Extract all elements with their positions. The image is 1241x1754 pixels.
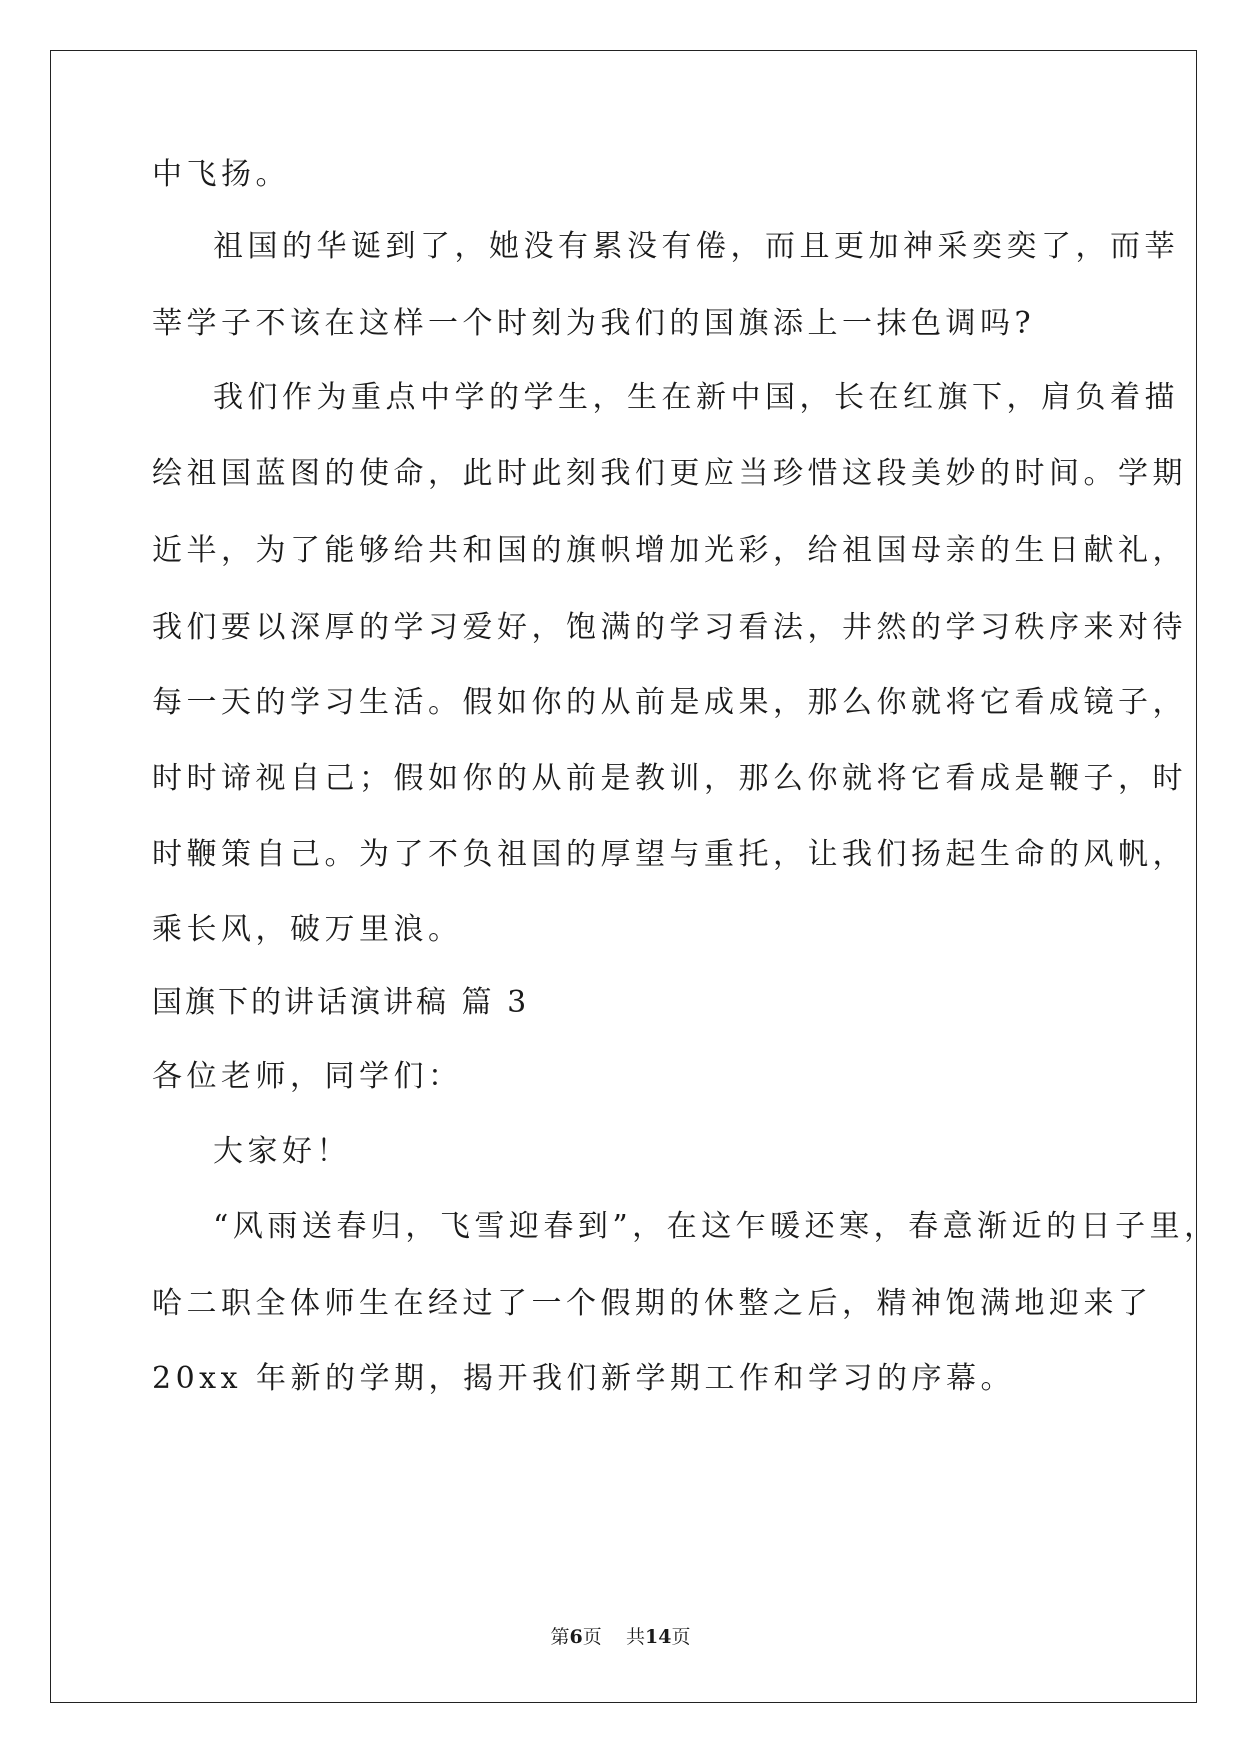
body-line: “风雨送春归，飞雪迎春到”，在这乍暖还寒，春意渐近的日子里， [213, 1209, 1219, 1244]
page-border [50, 50, 1197, 1703]
body-line: 祖国的华诞到了，她没有累没有倦，而且更加神采奕奕了，而莘 [213, 229, 1179, 264]
body-line: 中飞扬。 [152, 157, 290, 192]
total-prefix: 共 [625, 1626, 645, 1648]
body-line: 绘祖国蓝图的使命，此时此刻我们更应当珍惜这段美妙的时间。学期 [152, 456, 1187, 491]
greeting: 大家好！ [213, 1134, 351, 1169]
body-line: 我们作为重点中学的学生，生在新中国，长在红旗下，肩负着描 [213, 380, 1179, 415]
body-line: 莘学子不该在这样一个时刻为我们的国旗添上一抹色调吗? [152, 306, 1036, 341]
salutation: 各位老师，同学们： [152, 1059, 463, 1094]
body-line: 时鞭策自己。为了不负祖国的厚望与重托，让我们扬起生命的风帆， [152, 837, 1187, 872]
body-line: 每一天的学习生活。假如你的从前是成果，那么你就将它看成镜子， [152, 685, 1187, 720]
body-line: 乘长风，破万里浪。 [152, 912, 463, 947]
body-line: 我们要以深厚的学习爱好，饱满的学习看法，井然的学习秩序来对待 [152, 610, 1187, 645]
total-pages: 14 [644, 1626, 672, 1648]
body-line: 哈二职全体师生在经过了一个假期的休整之后，精神饱满地迎来了 [152, 1286, 1153, 1321]
page-number: 6 [569, 1626, 583, 1648]
body-line: 20xx 年新的学期，揭开我们新学期工作和学习的序幕。 [152, 1361, 1016, 1396]
body-line: 近半，为了能够给共和国的旗帜增加光彩，给祖国母亲的生日献礼， [152, 533, 1187, 568]
section-heading: 国旗下的讲话演讲稿 篇 3 [152, 985, 530, 1020]
page-footer [0, 1622, 1241, 1649]
body-line: 时时谛视自己；假如你的从前是教训，那么你就将它看成是鞭子，时 [152, 761, 1187, 796]
page-suffix: 页 [582, 1626, 602, 1648]
page-prefix: 第 [550, 1626, 570, 1648]
total-suffix: 页 [671, 1626, 691, 1648]
